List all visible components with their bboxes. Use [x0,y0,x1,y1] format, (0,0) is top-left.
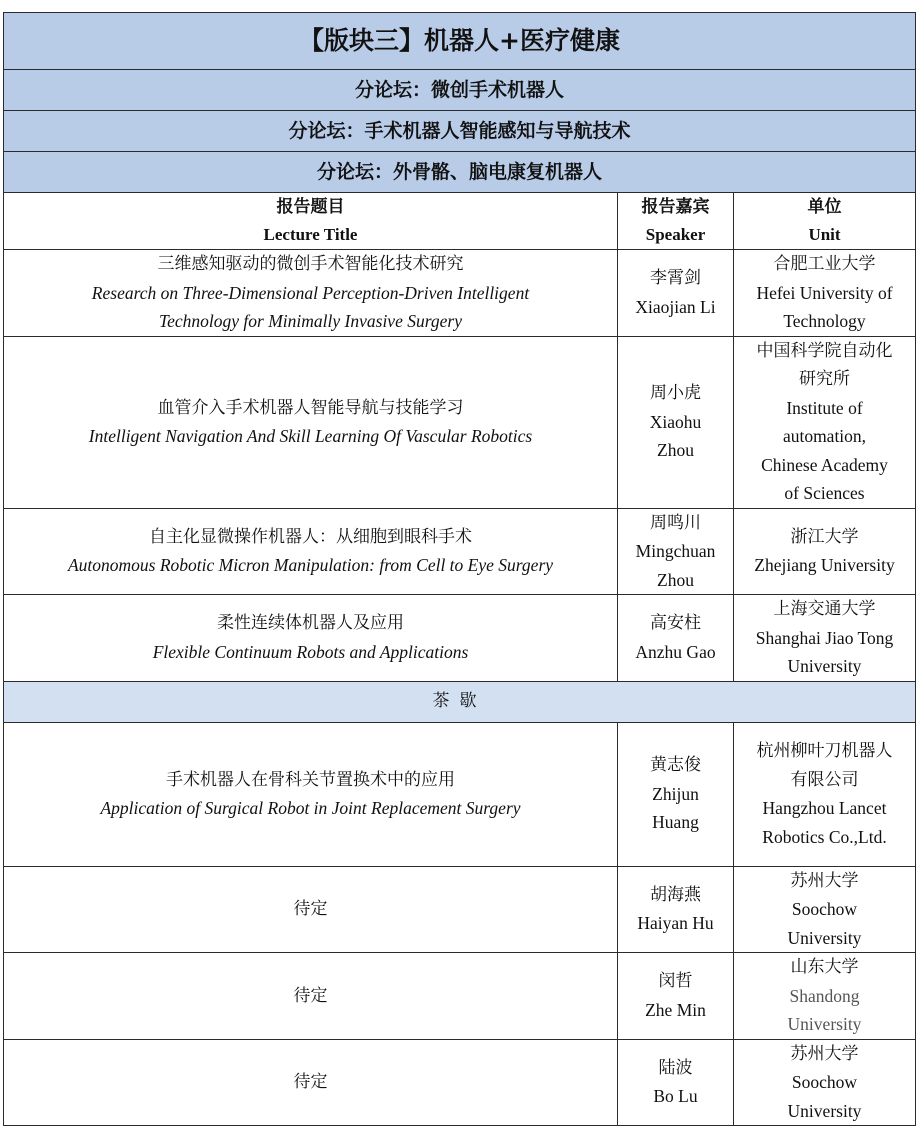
section-title-row [4,13,916,70]
tea-break-label: 茶歇 [4,681,916,722]
speaker-cell [618,722,734,866]
lecture-title-cell [4,722,618,866]
lecture-title-en: Application of Surgical Robot in Joint Replacement Surgery [100,798,521,818]
unit-cell [734,722,916,866]
unit-name-en: Hangzhou Lancet [762,798,887,818]
unit-name-en: Technology [783,311,866,331]
agenda-table-wrapper [3,12,915,1126]
subforum-title: 分论坛：微创手术机器人 [4,70,916,111]
lecture-title-cell [4,508,618,595]
unit-name-cn: 中国科学院自动化 [756,340,893,361]
speaker-name-en: Zhou [657,569,694,590]
agenda-table [3,12,916,1126]
table-row [4,595,916,682]
unit-cell [734,1039,916,1126]
speaker-name-en: Xiaojian Li [635,296,716,317]
unit-name-en: automation, [782,426,867,446]
lecture-title-cn: 待定 [293,985,328,1006]
subforum-title: 分论坛：手术机器人智能感知与导航技术 [4,111,916,152]
speaker-cell [618,595,734,682]
speaker-name-en: Zhijun [652,783,699,804]
unit-name-en: University [787,656,862,676]
unit-name-cn: 研究所 [799,369,850,389]
subforum-row [4,152,916,193]
speaker-cell [618,250,734,337]
unit-name-en: Robotics Co.,Ltd. [762,826,887,847]
header-speaker [618,193,734,250]
speaker-name-cn: 李霄剑 [650,268,701,289]
header-unit-cn: 单位 [807,197,842,217]
unit-name-en: Chinese Academy [761,454,888,475]
header-title [4,193,618,250]
speaker-name-en: Zhou [657,440,694,461]
tea-break-row [4,681,916,722]
speaker-name-cn: 闵哲 [658,971,693,992]
unit-name-en: Shanghai Jiao Tong [755,627,894,648]
unit-cell [734,866,916,953]
unit-cell [734,336,916,508]
subforum-row [4,70,916,111]
lecture-title-cn: 手术机器人在骨科关节置换术中的应用 [166,769,455,790]
table-row [4,1039,916,1126]
subforum-title: 分论坛：外骨骼、脑电康复机器人 [4,152,916,193]
unit-name-en: of Sciences [784,483,865,503]
table-row [4,866,916,953]
speaker-name-en: Bo Lu [653,1086,698,1107]
header-title-cn: 报告题目 [276,197,345,217]
lecture-title-cn: 待定 [293,1072,328,1092]
lecture-title-en: Intelligent Navigation And Skill Learning Of Vascular Robotics [88,426,533,446]
header-speaker-cn: 报告嘉宾 [641,197,710,217]
table-row [4,508,916,595]
speaker-name-en: Huang [652,812,699,833]
section-title: 【版块三】机器人+医疗健康 [4,13,916,70]
unit-cell [734,250,916,337]
unit-name-en: Zhejiang University [754,555,895,576]
unit-cell [734,508,916,595]
speaker-name-cn: 周小虎 [650,383,701,404]
unit-cell [734,953,916,1040]
speaker-name-en: Mingchuan [635,541,716,561]
table-row [4,953,916,1040]
speaker-name-cn: 胡海燕 [650,884,701,905]
unit-name-en: Institute of [786,397,863,418]
unit-name-cn: 山东大学 [790,957,859,977]
lecture-title-cn: 柔性连续体机器人及应用 [217,613,404,634]
lecture-title-cell [4,250,618,337]
lecture-title-cn: 三维感知驱动的微创手术智能化技术研究 [157,254,464,274]
unit-name-cn: 合肥工业大学 [773,254,876,274]
header-row [4,193,916,250]
subforum-row [4,111,916,152]
speaker-name-en: Anzhu Gao [635,641,716,662]
unit-name-en: University [787,1014,862,1034]
header-title-en: Lecture Title [263,225,358,244]
lecture-title-cell [4,336,618,508]
unit-name-en: Soochow [791,1072,858,1092]
speaker-cell [618,1039,734,1126]
speaker-cell [618,508,734,595]
lecture-title-en: Flexible Continuum Robots and Applications [152,641,469,662]
unit-name-en: University [787,927,862,948]
unit-name-en: Soochow [791,899,858,919]
unit-name-cn: 苏州大学 [790,1043,859,1064]
unit-name-en: Shandong [789,985,860,1006]
speaker-name-en: Xiaohu [649,411,702,432]
table-row [4,250,916,337]
lecture-title-cn: 血管介入手术机器人智能导航与技能学习 [157,397,464,418]
lecture-title-cn: 自主化显微操作机器人：从细胞到眼科手术 [149,526,472,547]
unit-name-cn: 杭州柳叶刀机器人 [756,741,893,761]
speaker-name-en: Haiyan Hu [637,913,714,934]
table-row [4,336,916,508]
speaker-name-cn: 高安柱 [650,613,701,634]
lecture-title-en: Autonomous Robotic Micron Manipulation: from Cell to Eye Surgery [67,555,554,576]
lecture-title-cn: 待定 [293,899,328,919]
table-row [4,722,916,866]
unit-name-en: University [787,1100,862,1121]
lecture-title-cell [4,866,618,953]
lecture-title-cell [4,1039,618,1126]
speaker-cell [618,336,734,508]
unit-name-cn: 浙江大学 [790,526,859,547]
speaker-name-cn: 黄志俊 [650,755,701,776]
header-speaker-en: Speaker [645,225,706,244]
lecture-title-cell [4,953,618,1040]
unit-name-cn: 苏州大学 [790,870,859,891]
header-unit [734,193,916,250]
unit-cell [734,595,916,682]
unit-name-cn: 有限公司 [790,769,859,790]
speaker-name-cn: 周鸣川 [650,512,701,533]
lecture-title-en: Research on Three-Dimensional Perception-Driven Intelligent [91,282,530,303]
speaker-cell [618,953,734,1040]
speaker-cell [618,866,734,953]
speaker-name-en: Zhe Min [645,999,706,1020]
speaker-name-cn: 陆波 [658,1057,693,1078]
lecture-title-cell [4,595,618,682]
unit-name-cn: 上海交通大学 [773,599,876,619]
lecture-title-en: Technology for Minimally Invasive Surgery [159,311,462,331]
header-unit-en: Unit [808,225,841,244]
unit-name-en: Hefei University of [756,282,893,303]
